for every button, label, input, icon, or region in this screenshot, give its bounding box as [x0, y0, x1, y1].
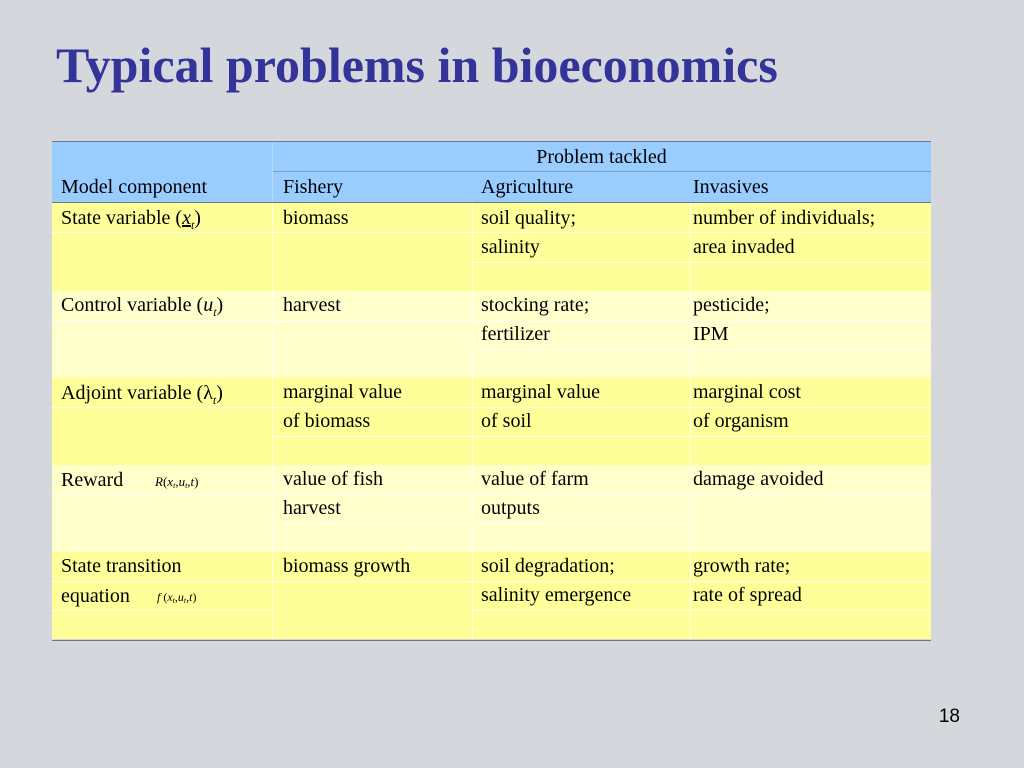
cell-reward-agriculture-1: value of farm: [481, 468, 589, 490]
reward-formula: $R(x_t,u_t,t)$: [155, 474, 199, 490]
cell-transition-agriculture-1: soil degradation;: [481, 555, 615, 577]
cell-transition-invasives-2: rate of spread: [693, 584, 802, 606]
cell-adjoint-agriculture-1: marginal value: [481, 381, 601, 403]
row-reward-label: Reward: [61, 469, 124, 491]
column-divider: [472, 203, 473, 639]
grid-line: [272, 523, 692, 524]
column-divider: [272, 203, 273, 639]
row-state-transition-label-1: State transition: [61, 555, 182, 577]
cell-transition-agriculture-2: salinity emergence: [481, 584, 632, 606]
cell-control-agriculture-2: fertilizer: [481, 323, 550, 345]
cell-adjoint-fishery-2: of biomass: [283, 410, 371, 432]
header-divider: [272, 171, 931, 172]
cell-state-agriculture-2: salinity: [481, 236, 540, 258]
table-header: [52, 142, 931, 202]
row-state-transition-label-2: equation: [61, 585, 130, 607]
cell-control-agriculture-1: stocking rate;: [481, 294, 590, 316]
cell-state-agriculture-1: soil quality;: [481, 207, 576, 229]
grid-line: [472, 610, 931, 611]
cell-reward-fishery-2: harvest: [283, 497, 341, 519]
header-invasives: Invasives: [693, 176, 769, 198]
cell-adjoint-agriculture-2: of soil: [481, 410, 532, 432]
row-adjoint-variable-label: Adjoint variable $(\lambda_t)$: [61, 382, 223, 407]
cell-control-invasives-1: pesticide;: [693, 294, 770, 316]
group-header-problem-tackled: Problem tackled: [536, 146, 667, 168]
cell-adjoint-fishery-1: marginal value: [283, 381, 403, 403]
cell-control-fishery: harvest: [283, 294, 341, 316]
cell-state-invasives-2: area invaded: [693, 236, 795, 258]
row-state-variable-label: State variable $(x_t)$: [61, 207, 201, 232]
grid-line: [472, 349, 931, 350]
cell-state-fishery: biomass: [283, 207, 349, 229]
cell-state-invasives-1: number of individuals;: [693, 207, 876, 229]
cell-adjoint-invasives-2: of organism: [693, 410, 789, 432]
cell-control-invasives-2: IPM: [693, 323, 729, 345]
cell-reward-fishery-1: value of fish: [283, 468, 383, 490]
row-control-variable-label: Control variable $(u_t)$: [61, 294, 224, 319]
grid-line: [472, 262, 931, 263]
header-agriculture: Agriculture: [481, 176, 574, 198]
cell-transition-invasives-1: growth rate;: [693, 555, 791, 577]
cell-reward-invasives: damage avoided: [693, 468, 824, 490]
cell-transition-fishery: biomass growth: [283, 555, 411, 577]
header-model-component: Model component: [61, 176, 208, 198]
column-divider: [690, 203, 691, 639]
bioeconomics-table: [52, 141, 931, 641]
cell-adjoint-invasives-1: marginal cost: [693, 381, 801, 403]
header-fishery: Fishery: [283, 176, 343, 198]
transition-formula: f $(x_t,u_t,t)$: [157, 590, 197, 605]
slide-title: Typical problems in bioeconomics: [56, 37, 778, 93]
grid-line: [272, 436, 931, 437]
page-number: 18: [938, 706, 960, 727]
cell-reward-agriculture-2: outputs: [481, 497, 540, 519]
